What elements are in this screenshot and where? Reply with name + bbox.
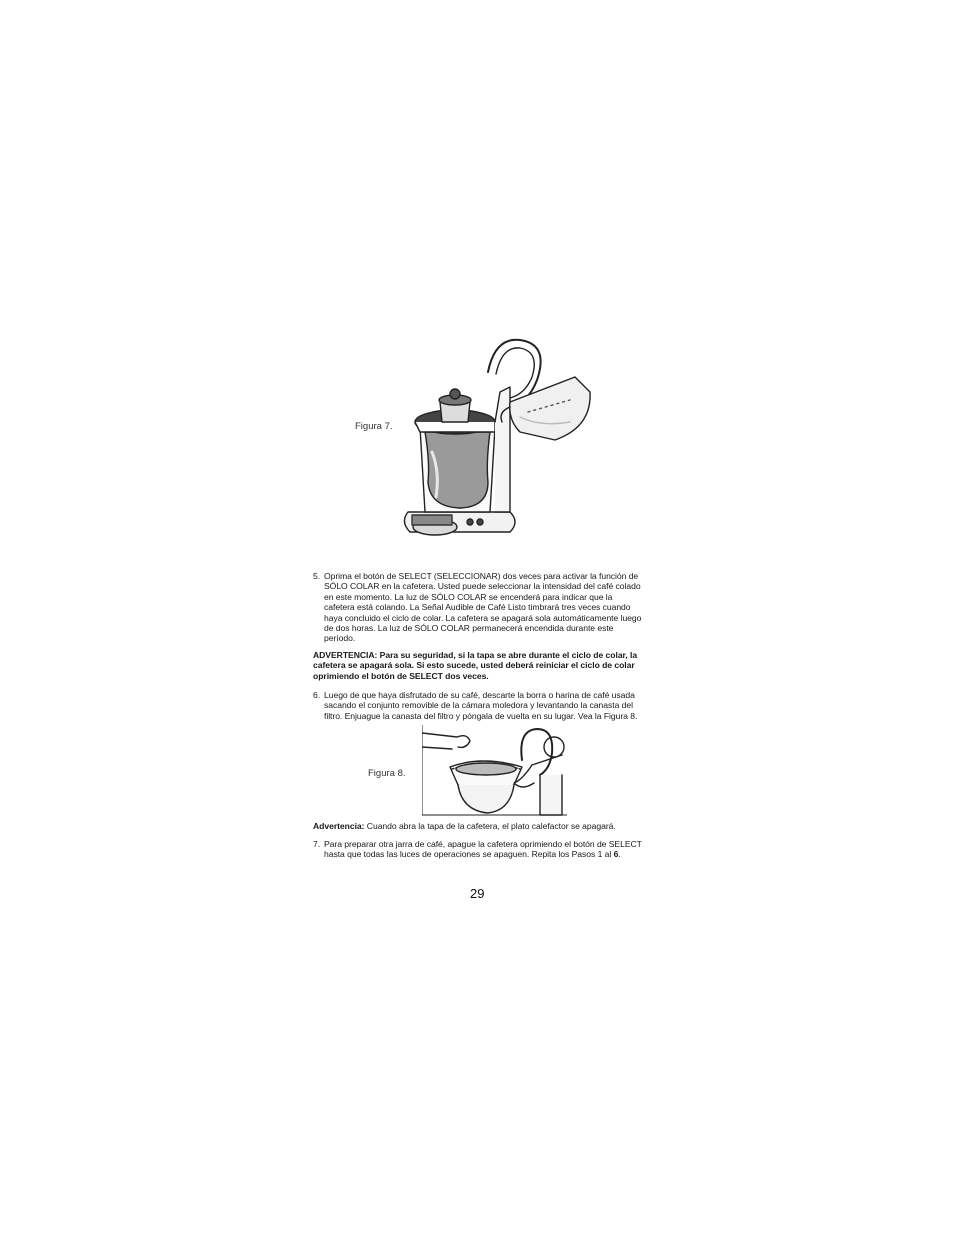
- step-7-bold-step: 6: [613, 849, 619, 860]
- step-7-period: .: [618, 849, 621, 860]
- step-5: [313, 571, 643, 644]
- step-6-text: Luego de que haya disfrutado de su café, descarte la borra o harina de café usada sacando el conjunto removible de la cámara moledora y levantando la canasta del filtro. Enjuague la canasta del filtro y póngala de vuelta en su lugar. Vea la Figura 8.: [324, 690, 638, 721]
- figure-7-illustration: [370, 332, 600, 564]
- step-6-number: 6.: [313, 690, 321, 700]
- step-7-number: 7.: [313, 839, 321, 849]
- figure-8-caption: Figura 8.: [368, 768, 406, 779]
- step-5-number: 5.: [313, 571, 321, 581]
- figure-8-illustration: [422, 725, 567, 817]
- figure-7-caption: Figura 7.: [355, 421, 393, 432]
- warning-heating-plate-label: Advertencia:: [313, 821, 365, 831]
- warning-lid-open: ADVERTENCIA: Para su seguridad, si la tapa se abre durante el ciclo de colar, la cafetera se apagará sola. Si esto sucede, usted deberá reiniciar el ciclo de colar oprimiendo el botón de SELECT dos veces.: [313, 650, 638, 681]
- step-7-text-main: Para preparar otra jarra de café, apague la cafetera oprimiendo el botón de SELECT hasta que todas las luces de operaciones se apaguen. Repita los Pasos 1 al: [324, 839, 642, 860]
- step-6: [313, 690, 643, 721]
- step-7: [313, 839, 643, 860]
- step-7-text: [324, 839, 643, 860]
- step-5-text: Oprima el botón de SELECT (SELECCIONAR) dos veces para activar la función de SÓLO COLAR en la cafetera. Usted puede seleccionar la intensidad del café colado en este momento. La luz de SÓLO COLAR se encenderá para indicar que la cafetera está colando. La Señal Audible de Café Listo timbrará tres veces cuando haya concluido el ciclo de colar. La cafetera se apagará sola automáticamente luego de dos horas. La luz de SÓLO COLAR permanecerá encendida durante este período.: [324, 571, 642, 644]
- warning-heating-plate-text: Cuando abra la tapa de la cafetera, el plato calefactor se apagará.: [364, 821, 616, 831]
- warning-heating-plate: [313, 821, 643, 831]
- page-number: 29: [470, 886, 485, 901]
